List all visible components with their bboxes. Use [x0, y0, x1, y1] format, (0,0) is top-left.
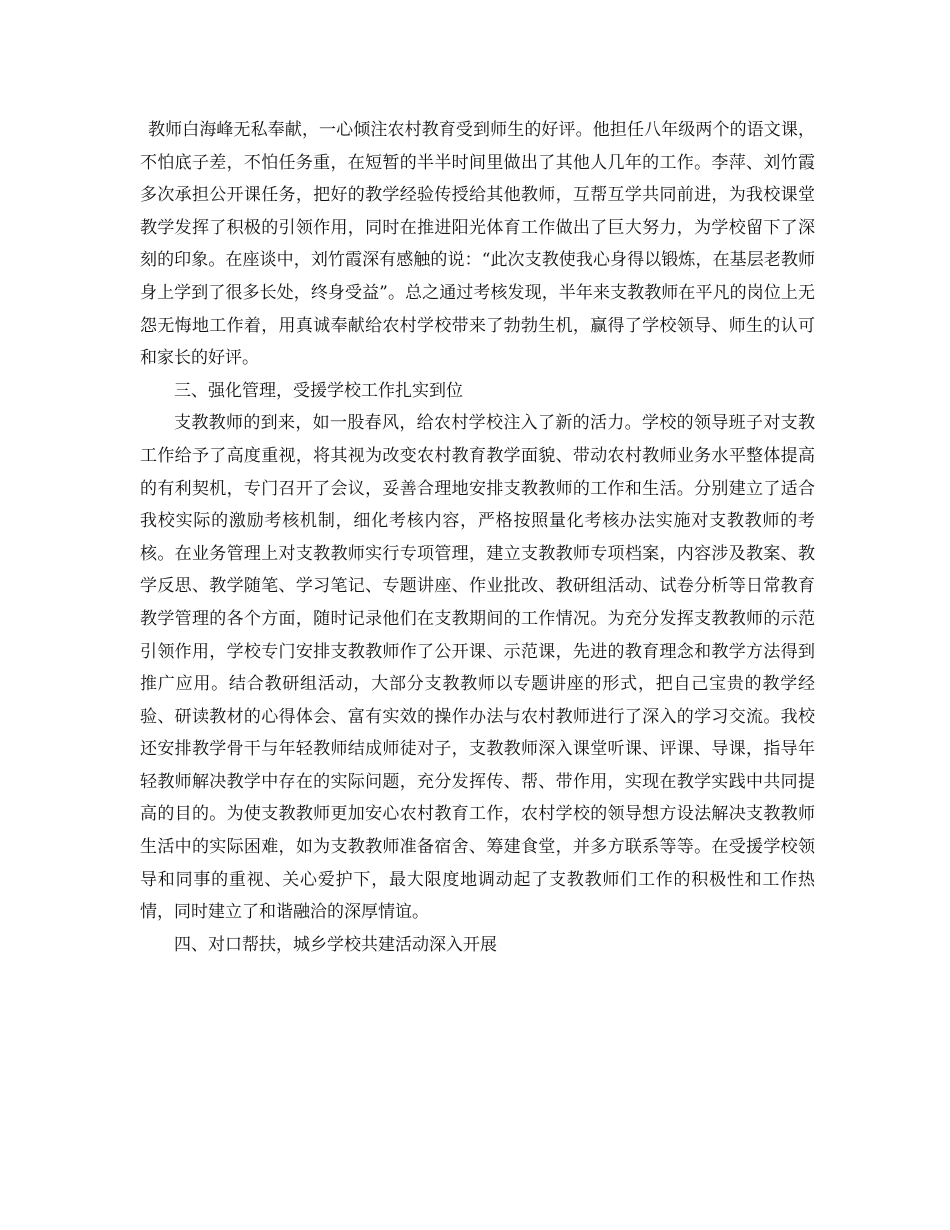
section-heading-management: 三、强化管理，受援学校工作扎实到位: [174, 380, 463, 401]
paragraph-teacher-praise: 教师白海峰无私奉献，一心倾注农村教育受到师生的好评。他担任八年级两个的语文课，不怕底子差，不怕任务重，在短暂的半半时间里做出了其他人几年的工作。李萍、刘竹霞多次承担公开课任务，把好的教学经验传授给其他教师，互帮互学共同前进，为我校课堂教学发挥了积极的引领作用，同时在推进阳光体育工作做出了巨大努力，为学校留下了深刻的印象。在座谈中，刘竹霞深有感触的说：“此次支教使我心身得以锻炼，在基层老教师身上学到了很多长处，终身受益”。总之通过考核发现，半年来支教教师在平凡的岗位上无怨无悔地工作着，用真诚奉献给农村学校带来了勃勃生机，赢得了学校领导、师生的认可和家长的好评。: [140, 120, 815, 369]
paragraph-management: 支教教师的到来，如一股春风，给农村学校注入了新的活力。学校的领导班子对支教工作给予了高度重视，将其视为改变农村教育教学面貌、带动农村教师业务水平整体提高的有利契机，专门召开了会议，妥善合理地安排支教教师的工作和生活。分别建立了适合我校实际的激励考核机制，细化考核内容，严格按照量化考核办法实施对支教教师的考核。在业务管理上对支教教师实行专项管理，建立支教教师专项档案，内容涉及教案、教学反思、教学随笔、学习笔记、专题讲座、作业批改、教研组活动、试卷分析等日常教育教学管理的各个方面，随时记录他们在支教期间的工作情况。为充分发挥支教教师的示范引领作用，学校专门安排支教教师作了公开课、示范课，先进的教育理念和教学方法得到推广应用。结合教研组活动，大部分支教教师以专题讲座的形式，把自己宝贵的教学经验、研读教材的心得体会、富有实效的操作办法与农村教师进行了深入的学习交流。我校还安排教学骨干与年轻教师结成师徒对子，支教教师深入课堂听课、评课、导课，指导年轻教师解决教学中存在的实际问题，充分发挥传、帮、带作用，实现在教学实践中共同提高的目的。为使支教教师更加安心农村教育工作，农村学校的领导想方设法解决支教教师生活中的实际困难，如为支教教师准备宿舍、筹建食堂，并多方联系等等。在受援学校领导和同事的重视、关心爱护下，最大限度地调动起了支教教师们工作的积极性和工作热情，同时建立了和谐融洽的深厚情谊。: [140, 413, 815, 923]
document-page: [140, 114, 815, 961]
section-heading-partnership: 四、对口帮扶，城乡学校共建活动深入开展: [174, 934, 497, 955]
